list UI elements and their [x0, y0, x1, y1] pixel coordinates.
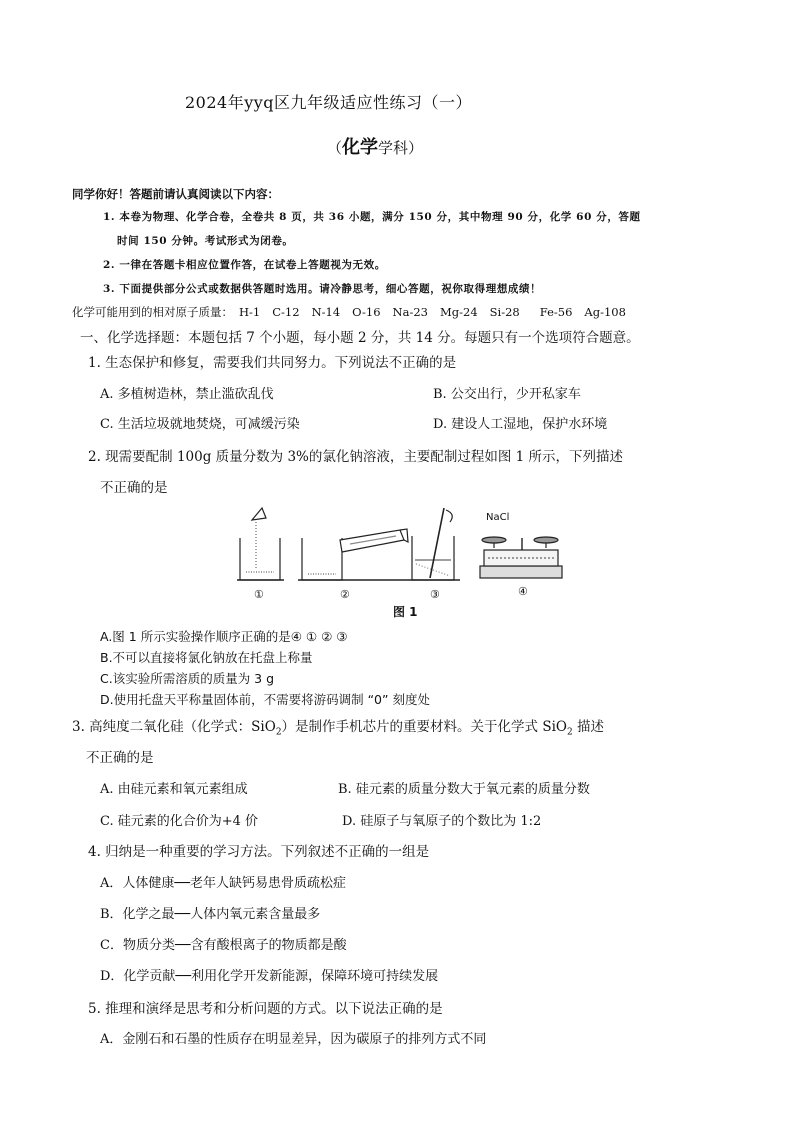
subtitle-tail: 学科）: [378, 139, 424, 157]
beaker-2-icon: [298, 529, 408, 580]
q3-option-b: B. 硅元素的质量分数大于氧元素的质量分数: [338, 782, 590, 797]
q5-stem: 5. 推理和演绎是思考和分析问题的方式。以下说法正确的是: [88, 1001, 443, 1017]
q2-option-c: C.该实验所需溶质的质量为 3 g: [100, 671, 275, 686]
note-1: 1. 本卷为物理、化学合卷，全卷共 8 页，共 36 小题，满分 150 分，其中物理 90 分，化学 60 分，答题: [103, 211, 641, 223]
mass-si: Si-28: [489, 305, 520, 319]
q1-option-b: B. 公交出行，少开私家车: [433, 387, 581, 402]
q4-option-a: A．人体健康──老年人缺钙易患骨质疏松症: [100, 876, 347, 891]
q3-stem-part-c: 描述: [572, 719, 605, 735]
note-1-cont: 时间 150 分钟。考试形式为闭卷。: [117, 235, 294, 247]
q3-subscript-1: 2: [275, 727, 282, 738]
q4-option-d: D．化学贡献──利用化学开发新能源，保障环境可持续发展: [100, 969, 439, 984]
q2-option-a: A.图 1 所示实验操作顺序正确的是④ ① ② ③: [100, 629, 348, 644]
q4-option-c: C．物质分类──含有酸根离子的物质都是酸: [100, 938, 347, 953]
figure-1-caption: 图 1: [393, 605, 418, 619]
q1-option-a: A. 多植树造林，禁止滥砍乱伐: [100, 387, 274, 402]
q3-stem-part-b: ）是制作手机芯片的重要材料。关于化学式 SiO: [281, 719, 567, 735]
q3-option-d: D. 硅原子与氧原子的个数比为 1:2: [342, 814, 542, 829]
mass-h: H-1: [239, 305, 261, 319]
exam-title: 2024年yyq区九年级适应性练习（一）: [185, 93, 473, 112]
q1-stem: 1. 生态保护和修复，需要我们共同努力。下列说法不正确的是: [88, 355, 457, 371]
figure-label-4: ④: [518, 585, 528, 598]
q3-option-c: C. 硅元素的化合价为+4 价: [100, 814, 259, 829]
q5-option-a: A．金刚石和石墨的性质存在明显差异，因为碳原子的排列方式不同: [100, 1032, 487, 1047]
intro-text: 同学你好！答题前请认真阅读以下内容：: [72, 187, 279, 201]
figure-label-2: ②: [340, 588, 350, 600]
q4-stem: 4. 归纳是一种重要的学习方法。下列叙述不正确的一组是: [88, 844, 430, 860]
mass-o: O-16: [352, 305, 381, 319]
beaker-1-icon: [237, 508, 284, 580]
note-3: 3. 下面提供部分公式或数据供答题时选用。请冷静思考，细心答题，祝你取得理想成绩！: [103, 283, 542, 295]
subject-name: 化学: [342, 137, 379, 158]
q1-option-d: D. 建设人工湿地，保护水环境: [433, 417, 608, 432]
subtitle-open: （: [327, 139, 343, 157]
mass-fe: Fe-56: [539, 305, 573, 319]
figure-label-3: ③: [430, 588, 440, 600]
q3-stem-cont: 不正确的是: [86, 750, 154, 766]
q2-option-d: D.使用托盘天平称量固体前，不需要将游码调制 “0” 刻度处: [100, 692, 430, 707]
q2-stem: 2. 现需要配制 100g 质量分数为 3%的氯化钠溶液，主要配制过程如图 1 所示，下列描述: [88, 449, 624, 465]
balance-icon: [480, 537, 562, 578]
figure-1-illustration: [232, 500, 572, 600]
figure-label-1: ①: [254, 588, 264, 600]
q2-option-b: B.不可以直接将氯化钠放在托盘上称量: [100, 650, 313, 665]
exam-subtitle: [327, 133, 423, 159]
section-heading: 一、化学选择题：本题包括 7 个小题，每小题 2 分，共 14 分。每题只有一个选项符合题意。: [80, 330, 640, 346]
q2-stem-cont: 不正确的是: [100, 480, 168, 496]
q3-option-a: A. 由硅元素和氧元素组成: [100, 782, 248, 797]
mass-c: C-12: [272, 305, 300, 319]
q3-subscript-2: 2: [566, 727, 573, 738]
mass-ag: Ag-108: [584, 305, 626, 319]
q1-option-c: C. 生活垃圾就地焚烧，可减缓污染: [100, 417, 300, 432]
beaker-3-icon: [408, 508, 460, 580]
q3-stem-part-a: 3. 高纯度二氧化硅（化学式：SiO: [72, 719, 276, 735]
atomic-masses: [72, 304, 626, 320]
atomic-label: 化学可能用到的相对原子质量：: [72, 305, 233, 319]
q3-stem: [72, 715, 604, 738]
mass-n: N-14: [311, 305, 341, 319]
mass-na: Na-23: [392, 305, 428, 319]
q4-option-b: B．化学之最──人体内氧元素含量最多: [100, 907, 321, 922]
nacl-label: NaCl: [486, 512, 510, 523]
note-2: 2. 一律在答题卡相应位置作答，在试卷上答题视为无效。: [103, 259, 386, 271]
mass-mg: Mg-24: [439, 305, 478, 319]
